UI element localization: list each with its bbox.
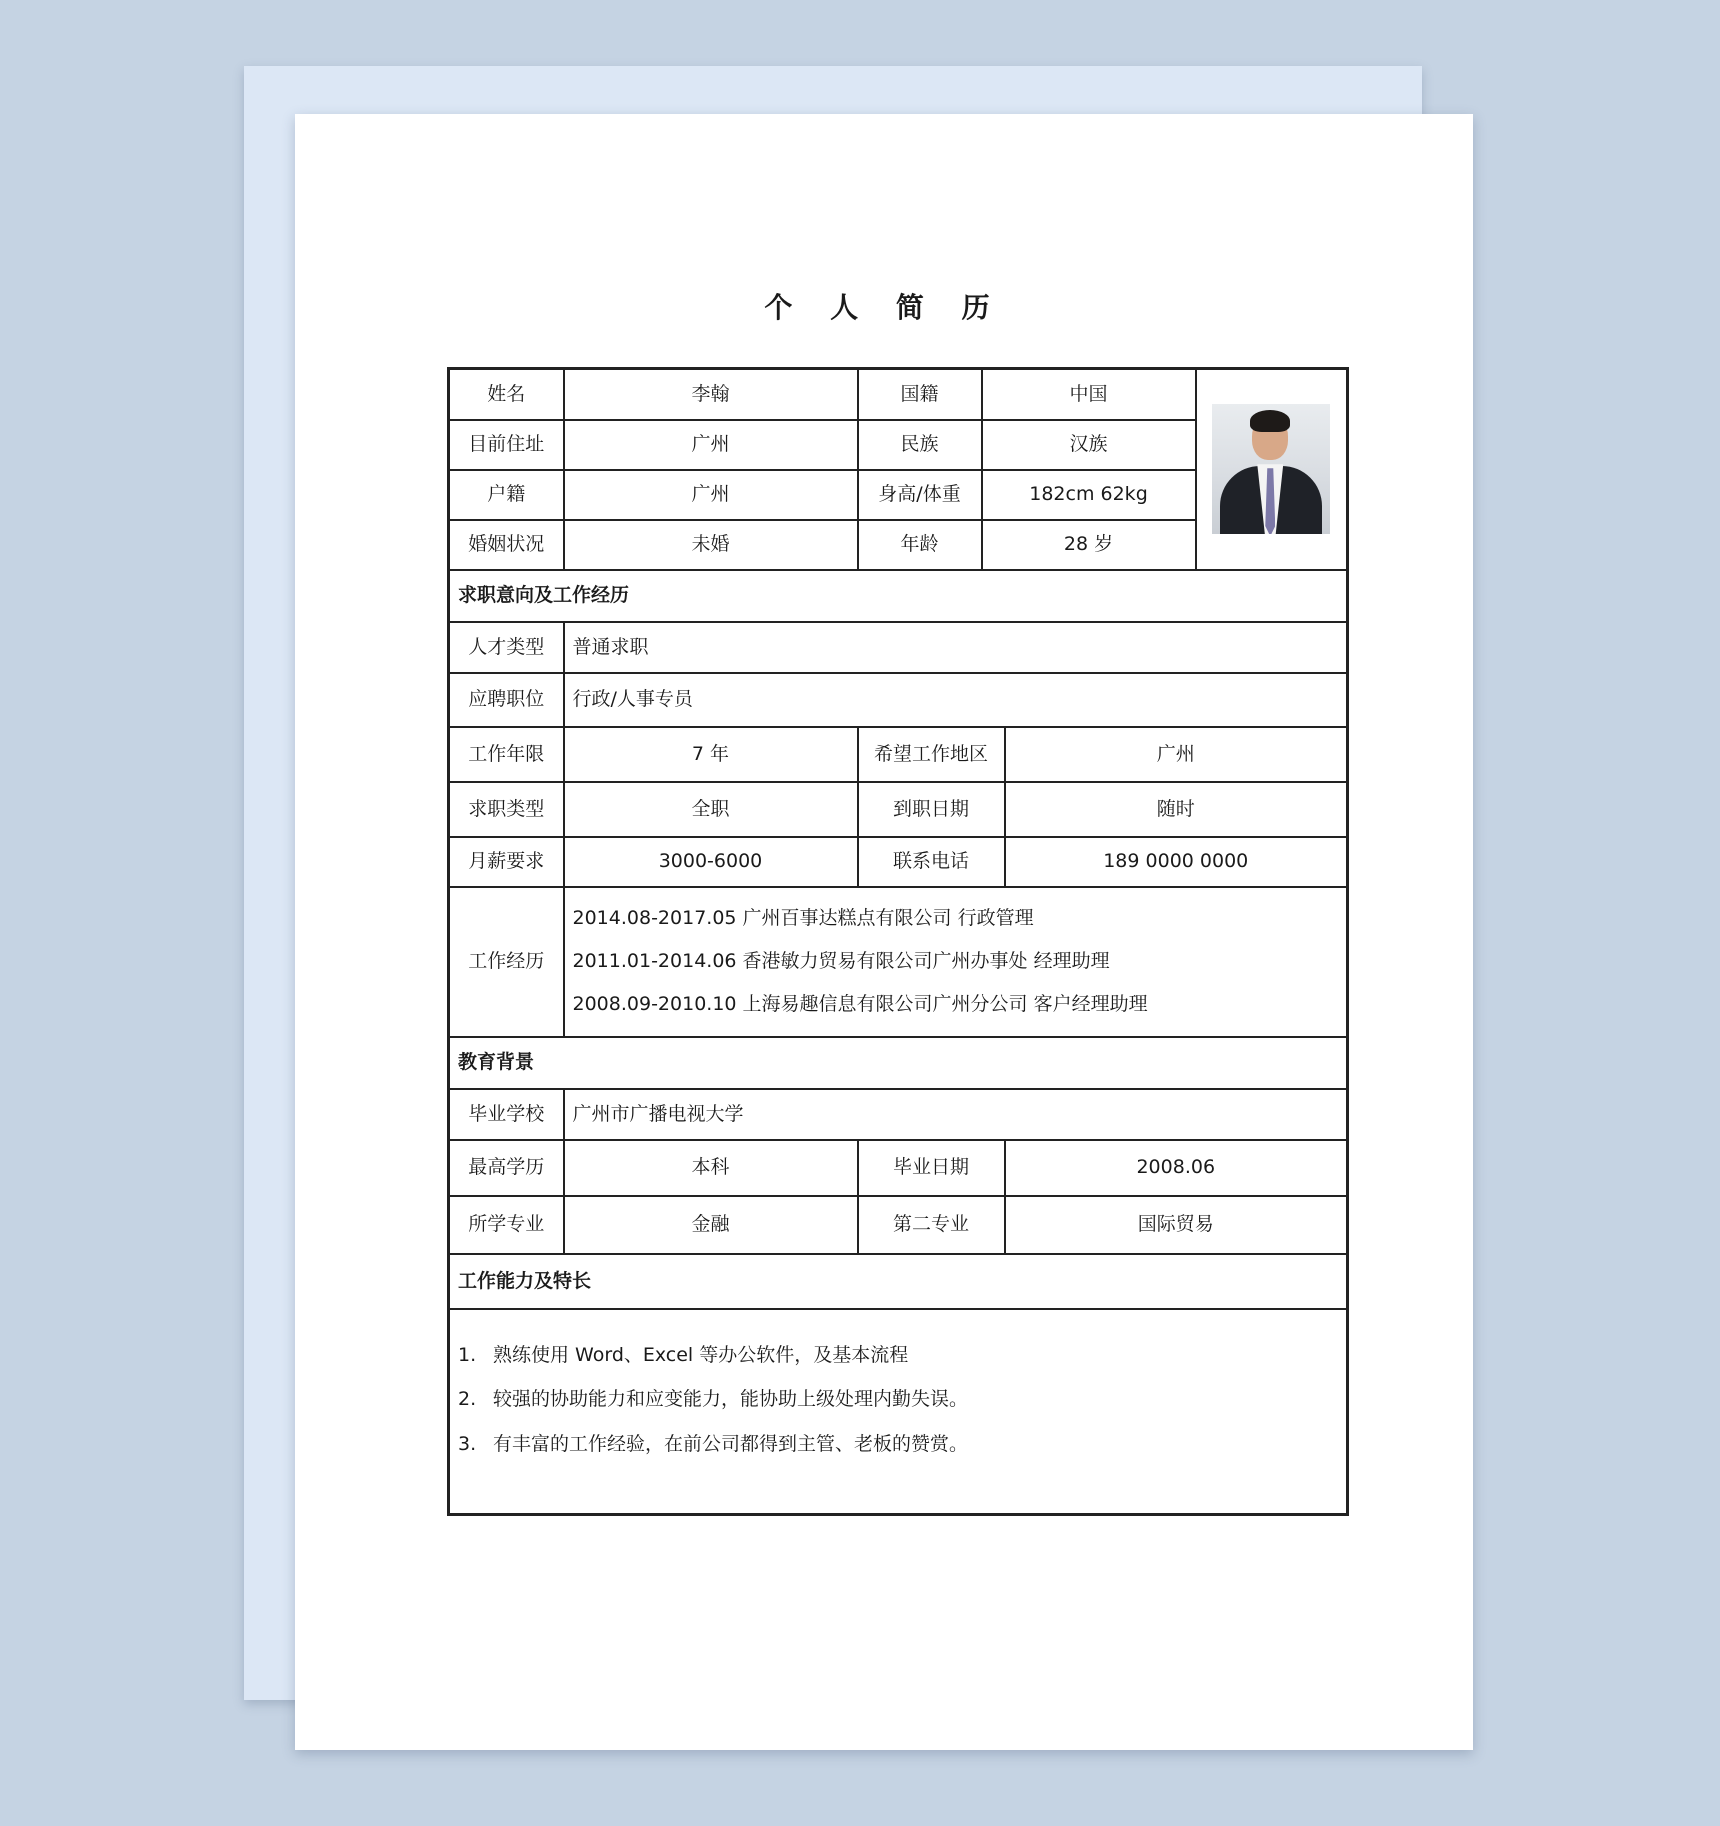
list-text: 较强的协助能力和应变能力，能协助上级处理内勤失误。 [493, 1388, 969, 1411]
position-label: 应聘职位 [449, 673, 564, 727]
location-value: 广州 [1005, 727, 1348, 782]
avatar [1212, 404, 1330, 534]
experience-item: 2011.01-2014.06 香港敏力贸易有限公司广州办事处 经理助理 [572, 950, 1110, 973]
age-label: 年龄 [858, 520, 982, 570]
name-value: 李翰 [564, 369, 858, 420]
table-row [449, 782, 1348, 837]
school-label: 毕业学校 [449, 1089, 564, 1140]
list-text: 有丰富的工作经验，在前公司都得到主管、老板的赞赏。 [493, 1433, 969, 1456]
ethnicity-value: 汉族 [982, 420, 1196, 470]
section-title-job: 求职意向及工作经历 [449, 570, 1348, 622]
hukou-label: 户籍 [449, 470, 564, 520]
list-text: 熟练使用 Word、Excel 等办公软件，及基本流程 [493, 1343, 909, 1366]
list-number: 3. [458, 1433, 477, 1456]
job-type-label: 求职类型 [449, 782, 564, 837]
resume-table [447, 367, 1349, 1516]
experience-label: 工作经历 [449, 887, 564, 1037]
name-label: 姓名 [449, 369, 564, 420]
table-row [449, 1196, 1348, 1254]
height-weight-value: 182cm 62kg [982, 470, 1196, 520]
talent-type-value: 普通求职 [564, 622, 1348, 673]
location-label: 希望工作地区 [858, 727, 1005, 782]
list-number: 1. [458, 1343, 477, 1366]
nationality-value: 中国 [982, 369, 1196, 420]
marital-value: 未婚 [564, 520, 858, 570]
table-row [449, 837, 1348, 887]
degree-value: 本科 [564, 1140, 858, 1196]
table-row [449, 673, 1348, 727]
table-row [449, 1089, 1348, 1140]
list-item [458, 1433, 1338, 1456]
table-row [449, 1037, 1348, 1089]
phone-label: 联系电话 [858, 837, 1005, 887]
experience-item: 2008.09-2010.10 上海易趣信息有限公司广州分公司 客户经理助理 [572, 992, 1148, 1015]
position-value: 行政/人事专员 [564, 673, 1348, 727]
address-label: 目前住址 [449, 420, 564, 470]
school-value: 广州市广播电视大学 [564, 1089, 1348, 1140]
grad-date-value: 2008.06 [1005, 1140, 1348, 1196]
salary-label: 月薪要求 [449, 837, 564, 887]
hukou-value: 广州 [564, 470, 858, 520]
years-label: 工作年限 [449, 727, 564, 782]
resume-page [295, 114, 1473, 1750]
table-row [449, 1309, 1348, 1515]
job-type-value: 全职 [564, 782, 858, 837]
height-weight-label: 身高/体重 [858, 470, 982, 520]
photo-cell [1196, 369, 1348, 570]
table-row [449, 622, 1348, 673]
list-number: 2. [458, 1388, 477, 1411]
section-title-education: 教育背景 [449, 1037, 1348, 1089]
grad-date-label: 毕业日期 [858, 1140, 1005, 1196]
phone-value: 189 0000 0000 [1005, 837, 1348, 887]
second-major-value: 国际贸易 [1005, 1196, 1348, 1254]
start-label: 到职日期 [858, 782, 1005, 837]
address-value: 广州 [564, 420, 858, 470]
marital-label: 婚姻状况 [449, 520, 564, 570]
major-label: 所学专业 [449, 1196, 564, 1254]
page-title: 个 人 简 历 [764, 291, 1004, 324]
skills-list [449, 1309, 1348, 1515]
years-value: 7 年 [564, 727, 858, 782]
table-row [449, 570, 1348, 622]
list-item [458, 1388, 1338, 1411]
degree-label: 最高学历 [449, 1140, 564, 1196]
table-row [449, 369, 1348, 420]
start-value: 随时 [1005, 782, 1348, 837]
age-value: 28 岁 [982, 520, 1196, 570]
major-value: 金融 [564, 1196, 858, 1254]
experience-item: 2014.08-2017.05 广州百事达糕点有限公司 行政管理 [572, 907, 1034, 930]
talent-type-label: 人才类型 [449, 622, 564, 673]
salary-value: 3000-6000 [564, 837, 858, 887]
table-row [449, 1140, 1348, 1196]
table-row [449, 727, 1348, 782]
list-item [458, 1344, 1338, 1367]
table-row [449, 887, 1348, 1037]
experience-list [564, 887, 1348, 1037]
table-row [449, 1254, 1348, 1309]
section-title-skills: 工作能力及特长 [449, 1254, 1348, 1309]
second-major-label: 第二专业 [858, 1196, 1005, 1254]
ethnicity-label: 民族 [858, 420, 982, 470]
nationality-label: 国籍 [858, 369, 982, 420]
